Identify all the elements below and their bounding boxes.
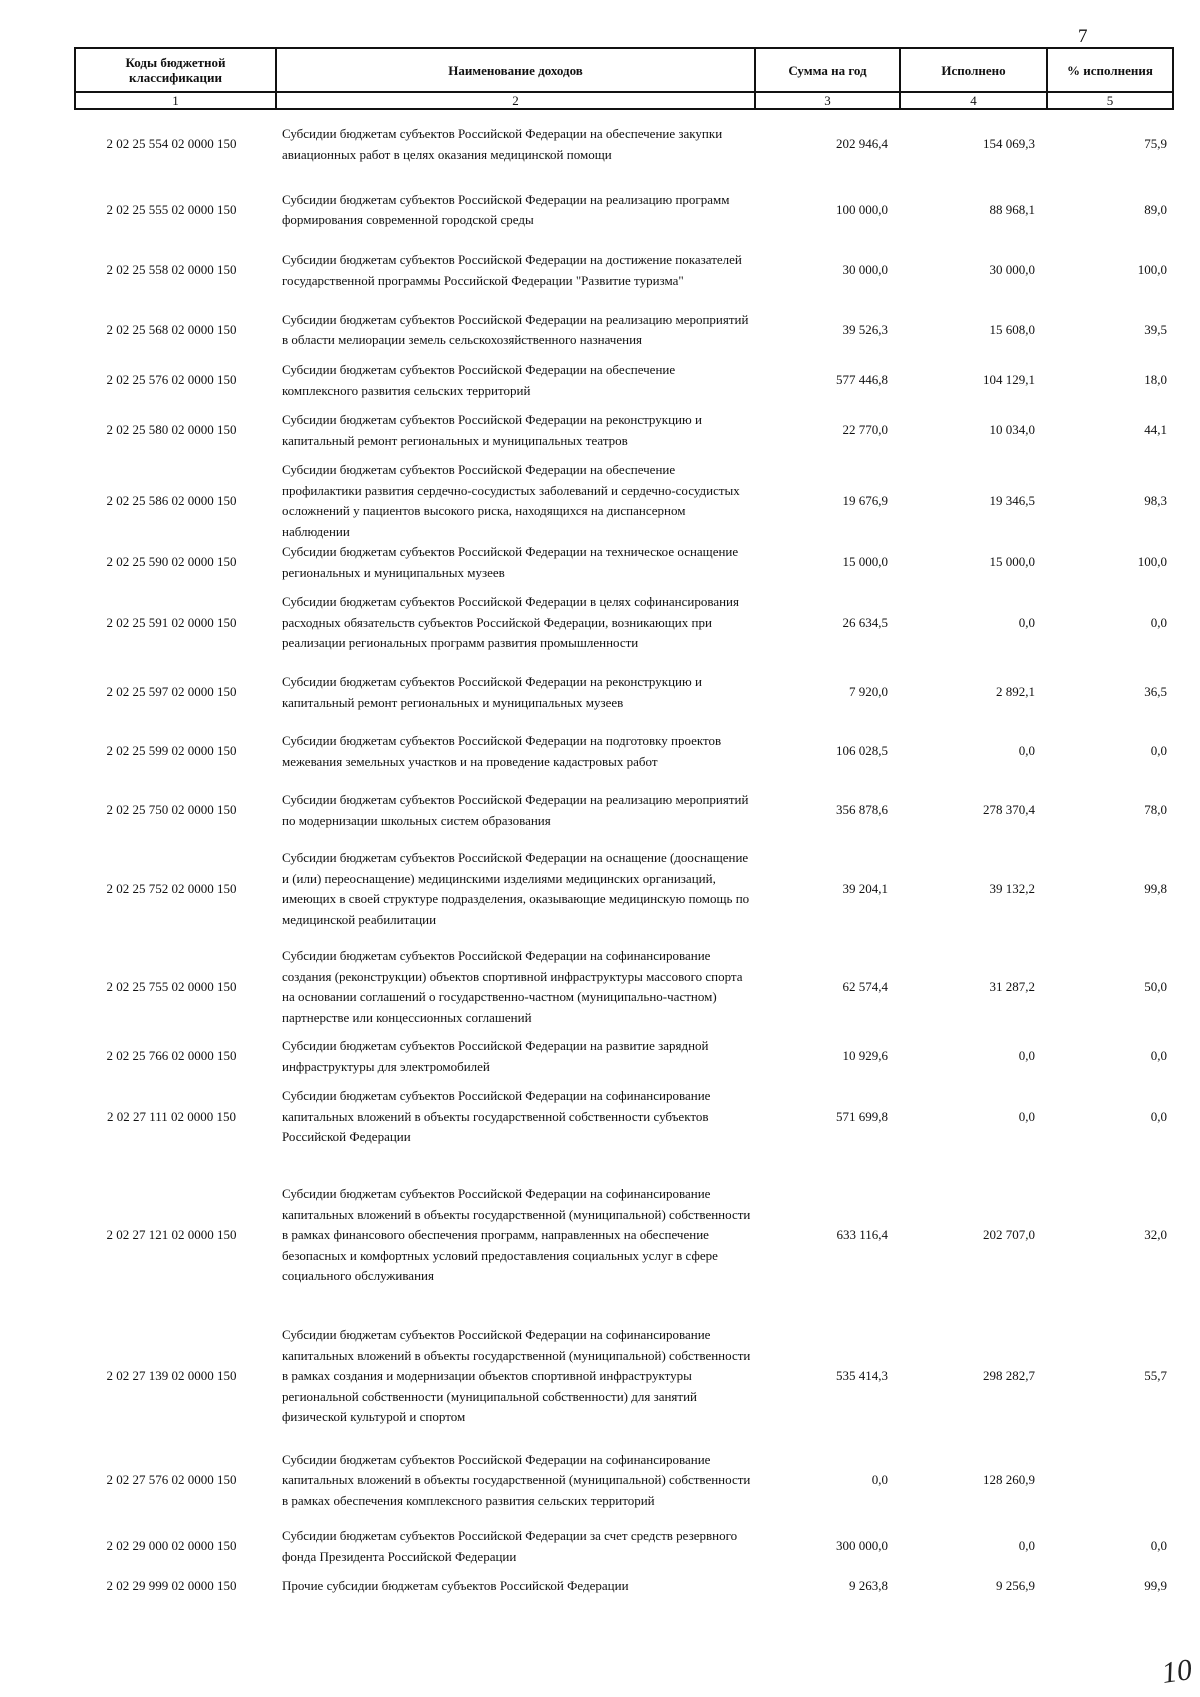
table-row — [75, 1157, 1173, 1314]
executed-cell: 30 000,0 — [989, 262, 1035, 278]
amount-cell: 39 204,1 — [842, 880, 888, 896]
table-row — [75, 583, 1173, 663]
code-cell: 2 02 25 597 02 0000 150 — [106, 684, 237, 700]
name-cell: Субсидии бюджетам субъектов Российской Федерации на подготовку проектов межевания земельных участков и на проведение кадастровых работ — [282, 733, 722, 769]
executed-cell: 0,0 — [1018, 614, 1035, 630]
percent-cell — [1047, 1439, 1173, 1522]
amount-cell: 22 770,0 — [842, 422, 888, 438]
percent-cell: 78,0 — [1144, 802, 1167, 818]
table-row — [75, 179, 1173, 241]
name-cell: Субсидии бюджетам субъектов Российской Федерации на софинансирование капитальных вложений в объекты государственной (муниципальной) собственности в рамках финансового обеспечения программ, направленных на обеспечение безопасных и комфортных условий предоставления социальных услуг в сфере социального обслуживания — [282, 1186, 751, 1284]
amount-cell: 30 000,0 — [842, 262, 888, 278]
table-row — [75, 938, 1173, 1036]
revenue-table — [74, 47, 1174, 1601]
header-name: Наименование доходов — [276, 48, 755, 92]
executed-cell: 19 346,5 — [989, 492, 1035, 508]
code-cell: 2 02 25 555 02 0000 150 — [106, 201, 237, 217]
name-cell: Субсидии бюджетам субъектов Российской Федерации на реконструкцию и капитальный ремонт региональных и муниципальных театров — [282, 412, 702, 448]
executed-cell: 15 000,0 — [989, 554, 1035, 570]
table-row — [75, 460, 1173, 542]
name-cell: Субсидии бюджетам субъектов Российской Федерации на техническое оснащение региональных и муниципальных музеев — [282, 544, 739, 580]
executed-cell: 298 282,7 — [983, 1368, 1035, 1384]
percent-cell: 0,0 — [1150, 1048, 1167, 1064]
amount-cell: 39 526,3 — [842, 321, 888, 337]
executed-cell: 39 132,2 — [989, 880, 1035, 896]
header-amount: Сумма на год — [755, 48, 900, 92]
executed-cell: 0,0 — [1018, 743, 1035, 759]
table-row — [75, 360, 1173, 401]
code-cell: 2 02 25 591 02 0000 150 — [106, 614, 237, 630]
amount-cell: 19 676,9 — [842, 492, 888, 508]
table-row — [75, 840, 1173, 938]
amount-cell: 15 000,0 — [842, 554, 888, 570]
table-row — [75, 542, 1173, 583]
executed-cell: 15 608,0 — [989, 321, 1035, 337]
name-cell: Субсидии бюджетам субъектов Российской Федерации на реализацию мероприятий в области мелиорации земель сельскохозяйственного назначения — [282, 311, 749, 347]
name-cell: Субсидии бюджетам субъектов Российской Федерации за счет средств резервного фонда Президента Российской Федерации — [282, 1528, 738, 1564]
code-cell: 2 02 25 752 02 0000 150 — [106, 880, 237, 896]
code-cell: 2 02 27 121 02 0000 150 — [106, 1227, 237, 1243]
executed-cell: 154 069,3 — [983, 136, 1035, 152]
code-cell: 2 02 25 558 02 0000 150 — [106, 262, 237, 278]
header-executed: Исполнено — [900, 48, 1047, 92]
percent-cell: 55,7 — [1144, 1368, 1167, 1384]
table-row — [75, 1439, 1173, 1522]
code-cell: 2 02 29 999 02 0000 150 — [106, 1577, 237, 1593]
percent-cell: 99,8 — [1144, 880, 1167, 896]
name-cell: Субсидии бюджетам субъектов Российской Федерации на обеспечение закупки авиационных работ в целях оказания медицинской помощи — [282, 126, 723, 162]
column-number: 2 — [276, 92, 755, 109]
executed-cell: 2 892,1 — [996, 684, 1035, 700]
percent-cell: 32,0 — [1144, 1227, 1167, 1243]
header-percent: % исполнения — [1047, 48, 1173, 92]
code-cell: 2 02 25 580 02 0000 150 — [106, 422, 237, 438]
code-cell: 2 02 25 586 02 0000 150 — [106, 492, 237, 508]
name-cell: Субсидии бюджетам субъектов Российской Федерации на реализацию мероприятий по модернизации школьных систем образования — [282, 792, 749, 828]
executed-cell: 88 968,1 — [989, 201, 1035, 217]
executed-cell: 104 129,1 — [983, 372, 1035, 388]
percent-cell: 50,0 — [1144, 978, 1167, 994]
executed-cell: 0,0 — [1018, 1048, 1035, 1064]
percent-cell: 44,1 — [1144, 422, 1167, 438]
table-row — [75, 300, 1173, 360]
amount-cell: 356 878,6 — [836, 802, 888, 818]
name-cell: Субсидии бюджетам субъектов Российской Федерации на достижение показателей государственной программы Российской Федерации "Развитие туризма" — [282, 252, 742, 288]
amount-cell: 577 446,8 — [836, 372, 888, 388]
table-row — [75, 722, 1173, 781]
executed-cell: 128 260,9 — [983, 1472, 1035, 1488]
name-cell: Субсидии бюджетам субъектов Российской Федерации на развитие зарядной инфраструктуры для электромобилей — [282, 1038, 709, 1074]
percent-cell: 0,0 — [1150, 614, 1167, 630]
percent-cell: 100,0 — [1137, 262, 1167, 278]
code-cell: 2 02 25 599 02 0000 150 — [106, 743, 237, 759]
amount-cell: 10 929,6 — [842, 1048, 888, 1064]
header-codes: Коды бюджетной классификации — [75, 48, 276, 92]
column-number: 4 — [900, 92, 1047, 109]
name-cell: Субсидии бюджетам субъектов Российской Федерации на софинансирование создания (реконструкции) объектов спортивной инфраструктуры массового спорта на основании соглашений о государственно-частном (муниципально-частном) партнерстве или концессионных соглашений — [282, 948, 743, 1025]
percent-cell: 18,0 — [1144, 372, 1167, 388]
column-number: 5 — [1047, 92, 1173, 109]
code-cell: 2 02 25 568 02 0000 150 — [106, 321, 237, 337]
amount-cell: 62 574,4 — [842, 978, 888, 994]
column-number-row — [75, 92, 1173, 109]
executed-cell: 0,0 — [1018, 1108, 1035, 1124]
amount-cell: 100 000,0 — [836, 201, 888, 217]
percent-cell: 0,0 — [1150, 1108, 1167, 1124]
code-cell: 2 02 25 554 02 0000 150 — [106, 136, 237, 152]
executed-cell: 31 287,2 — [989, 978, 1035, 994]
name-cell: Субсидии бюджетам субъектов Российской Федерации на оснащение (дооснащение и (или) переоснащение) медицинскими изделиями медицинских организаций, имеющих в своей структуре подразделения, оказывающие медицинскую помощь по медицинской реабилитации — [282, 850, 750, 927]
table-row — [75, 1077, 1173, 1157]
amount-cell: 9 263,8 — [849, 1577, 888, 1593]
amount-cell: 106 028,5 — [836, 743, 888, 759]
executed-cell: 9 256,9 — [996, 1577, 1035, 1593]
table-row — [75, 401, 1173, 460]
percent-cell: 39,5 — [1144, 321, 1167, 337]
amount-cell: 202 946,4 — [836, 136, 888, 152]
code-cell: 2 02 25 576 02 0000 150 — [106, 372, 237, 388]
amount-cell: 0,0 — [871, 1472, 888, 1488]
column-number: 1 — [75, 92, 276, 109]
amount-cell: 26 634,5 — [842, 614, 888, 630]
percent-cell: 89,0 — [1144, 201, 1167, 217]
percent-cell: 0,0 — [1150, 743, 1167, 759]
executed-cell: 0,0 — [1018, 1538, 1035, 1554]
percent-cell: 75,9 — [1144, 136, 1167, 152]
executed-cell: 10 034,0 — [989, 422, 1035, 438]
name-cell: Субсидии бюджетам субъектов Российской Федерации на реконструкцию и капитальный ремонт региональных и муниципальных музеев — [282, 674, 702, 710]
name-cell: Субсидии бюджетам субъектов Российской Федерации на обеспечение профилактики развития сердечно-сосудистых заболеваний и сердечно-сосудистых осложнений у пациентов высокого риска, находящихся на диспансерном наблюдении — [282, 462, 740, 539]
name-cell: Субсидии бюджетам субъектов Российской Федерации в целях софинансирования расходных обязательств субъектов Российской Федерации, возникающих при реализации региональных программ развития промышленности — [282, 594, 739, 651]
percent-cell: 36,5 — [1144, 684, 1167, 700]
executed-cell: 278 370,4 — [983, 802, 1035, 818]
code-cell: 2 02 25 590 02 0000 150 — [106, 554, 237, 570]
table-row — [75, 1522, 1173, 1571]
amount-cell: 535 414,3 — [836, 1368, 888, 1384]
handwritten-page-number: 10 — [1159, 1653, 1195, 1690]
table-row — [75, 1314, 1173, 1439]
amount-cell: 633 116,4 — [836, 1227, 888, 1243]
table-row — [75, 781, 1173, 840]
code-cell: 2 02 29 000 02 0000 150 — [106, 1538, 237, 1554]
amount-cell: 571 699,8 — [836, 1108, 888, 1124]
percent-cell: 99,9 — [1144, 1577, 1167, 1593]
table-row — [75, 1571, 1173, 1601]
name-cell: Субсидии бюджетам субъектов Российской Федерации на софинансирование капитальных вложений в объекты государственной (муниципальной) собственности в рамках обеспечения комплексного развития сельских территорий — [282, 1451, 751, 1508]
name-cell: Субсидии бюджетам субъектов Российской Федерации на обеспечение комплексного развития сельских территорий — [282, 362, 676, 398]
code-cell: 2 02 25 750 02 0000 150 — [106, 802, 237, 818]
code-cell: 2 02 25 766 02 0000 150 — [106, 1048, 237, 1064]
name-cell: Субсидии бюджетам субъектов Российской Федерации на софинансирование капитальных вложений в объекты государственной (муниципальной) собственности в рамках создания и модернизации объектов спортивной инфраструктуры региональной собственности (муниципальной собственности) для занятий физической культурой и спортом — [282, 1327, 751, 1425]
table-row — [75, 109, 1173, 179]
table-row — [75, 663, 1173, 722]
executed-cell: 202 707,0 — [983, 1227, 1035, 1243]
table-row — [75, 241, 1173, 300]
amount-cell: 300 000,0 — [836, 1538, 888, 1554]
percent-cell: 98,3 — [1144, 492, 1167, 508]
percent-cell: 100,0 — [1137, 554, 1167, 570]
table-row — [75, 1036, 1173, 1077]
column-number: 3 — [755, 92, 900, 109]
code-cell: 2 02 27 139 02 0000 150 — [106, 1368, 237, 1384]
name-cell: Субсидии бюджетам субъектов Российской Федерации на реализацию программ формирования современной городской среды — [282, 191, 730, 227]
code-cell: 2 02 27 111 02 0000 150 — [106, 1108, 237, 1124]
name-cell: Субсидии бюджетам субъектов Российской Федерации на софинансирование капитальных вложений в объекты государственной собственности субъектов Российской Федерации — [282, 1088, 711, 1145]
name-cell: Прочие субсидии бюджетам субъектов Российской Федерации — [282, 1577, 629, 1593]
percent-cell: 0,0 — [1150, 1538, 1167, 1554]
table-header-row — [75, 48, 1173, 92]
code-cell: 2 02 25 755 02 0000 150 — [106, 978, 237, 994]
amount-cell: 7 920,0 — [849, 684, 888, 700]
code-cell: 2 02 27 576 02 0000 150 — [106, 1472, 237, 1488]
page-number: 7 — [1078, 26, 1088, 47]
